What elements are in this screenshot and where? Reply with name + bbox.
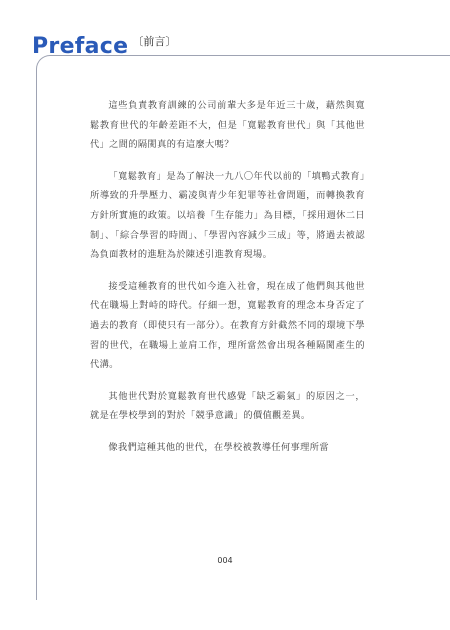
paragraph: 像我們這種其他的世代，在學校被教導任何事理所當 xyxy=(108,441,329,453)
paragraph: 這些負責教育訓練的公司前輩大多是年近三十歲，藉然與寬鬆教育世代的年齡差距不大，但是「寬鬆教育世代」與「其他世代」之間的隔閡真的有這麼大嗎？ xyxy=(90,100,365,151)
page-header xyxy=(32,32,176,58)
body-text xyxy=(90,96,365,470)
page-number: 004 xyxy=(217,556,233,565)
section-title: Preface xyxy=(32,34,129,59)
section-subtitle: 〔前言〕 xyxy=(132,35,177,48)
paragraph: 其他世代對於寬鬆教育世代感覺「缺乏霸氣」的原因之一，就是在學校學到的對於「競爭意識」的價值觀差異。 xyxy=(90,390,365,422)
paragraph: 「寬鬆教育」是為了解決一九八〇年代以前的「填鴨式教育」所導致的升學壓力、霸凌與青少年犯罪等社會問題，而轉換教育方針所實施的政策。以培養「生存能力」為目標，「採用週休二日制」、「綜合學習的時間」、「學習內容減少三成」等，將過去被認為負面教材的進駐為於陳述引進教育現場。 xyxy=(90,170,365,261)
paragraph: 接受這種教育的世代如今進入社會，現在成了他們與其他世代在職場上對峙的時代。仔細一想，寬鬆教育的理念本身否定了過去的教育（即使只有一部分）。在教育方針截然不同的環境下學習的世代，在職場上並肩工作，理所當然會出現各種隔閡產生的代溝。 xyxy=(90,280,365,371)
